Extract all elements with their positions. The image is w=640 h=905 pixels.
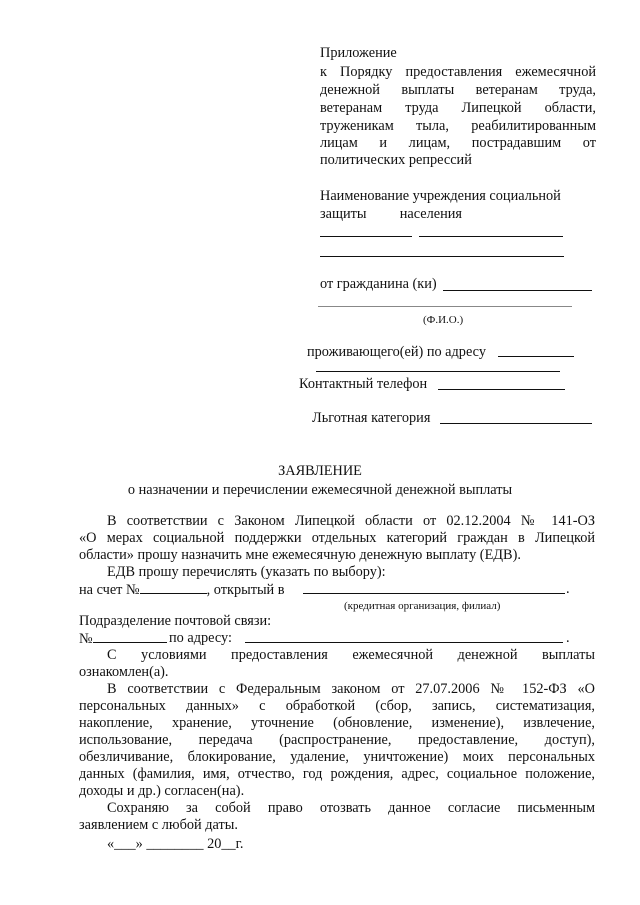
document-title: ЗАЯВЛЕНИЕ (278, 463, 362, 479)
phone-label: Контактный телефон (299, 376, 428, 392)
citizen-name-field[interactable] (318, 306, 572, 307)
withdraw-line: заявлением с любой даты. (79, 817, 238, 833)
account-number-field[interactable] (140, 580, 207, 594)
fio-caption: (Ф.И.О.) (423, 314, 464, 326)
dot: . (566, 581, 570, 597)
post-address-field[interactable] (245, 642, 563, 643)
date-line[interactable]: «___» ________ 20__г. (107, 836, 244, 852)
institution-label-cont: защиты населения (320, 206, 462, 222)
category-label: Льготная категория (312, 410, 431, 426)
appendix-line: политических репрессий (320, 152, 472, 168)
appendix-title: Приложение (320, 45, 397, 61)
at-address-label: по адресу: (169, 630, 232, 646)
citizen-name-field[interactable] (443, 290, 592, 291)
paragraph-line: В соответствии с Законом Липецкой области от 02.12.2004 № 141-ОЗ (107, 513, 595, 529)
post-office-label: Подразделение почтовой связи: (79, 613, 272, 629)
post-office-number-field[interactable] (93, 629, 167, 643)
account-label: на счет № (79, 582, 140, 598)
terms-line: ознакомлен(а). (79, 664, 169, 680)
dot: . (566, 630, 570, 646)
appendix-line: денежной выплаты ветеранам труда, (320, 82, 596, 98)
consent-line: накопление, хранение, уточнение (обновление, изменение), извлечение, (79, 715, 595, 731)
appendix-line: лицам и лицам, пострадавшим от (320, 135, 596, 151)
account-line (79, 580, 285, 599)
appendix-line: ветеранам труда Липецкой области, (320, 100, 596, 116)
consent-line: обезличивание, блокирование, удаление, уничтожение) моих персональных (79, 749, 595, 765)
institution-field-line[interactable] (320, 236, 412, 237)
institution-label: Наименование учреждения социальной (320, 188, 561, 204)
paragraph-line: «О мерах социальной поддержки отдельных категорий граждан в Липецкой (79, 530, 595, 546)
consent-line: персональных данных» с обработкой (сбор, запись, систематизация, (79, 698, 595, 714)
phone-field[interactable] (438, 389, 565, 390)
transfer-intro: ЕДВ прошу перечислять (указать по выбору): (107, 564, 386, 580)
institution-field-line[interactable] (320, 256, 564, 257)
appendix-line: к Порядку предоставления ежемесячной (320, 64, 596, 80)
paragraph-line: области» прошу назначить мне ежемесячную денежную выплату (ЕДВ). (79, 547, 521, 563)
terms-line: С условиями предоставления ежемесячной денежной выплаты (107, 647, 595, 663)
appendix-line: труженикам тыла, реабилитированным (320, 118, 596, 134)
bank-field[interactable] (303, 593, 565, 594)
from-citizen-label: от гражданина (ки) (320, 276, 437, 292)
document-subtitle: о назначении и перечислении ежемесячной денежной выплаты (127, 482, 513, 498)
category-field[interactable] (440, 423, 592, 424)
address-label: проживающего(ей) по адресу (307, 344, 486, 360)
address-field[interactable] (498, 356, 574, 357)
withdraw-line: Сохраняю за собой право отозвать данное согласие письменным (107, 800, 595, 816)
number-sign: № (79, 631, 93, 647)
consent-line: В соответствии с Федеральным законом от 27.07.2006 № 152-ФЗ «О (107, 681, 595, 697)
opened-in-label: , открытый в (206, 582, 285, 598)
consent-line: использование, передача (распространение, предоставление, доступ), (79, 732, 595, 748)
institution-field-line[interactable] (419, 236, 563, 237)
address-field[interactable] (316, 371, 560, 372)
consent-line: доходы и др.) согласен(на). (79, 783, 245, 799)
consent-line: данных (фамилия, имя, отчество, год рождения, адрес, социальное положение, (79, 766, 595, 782)
bank-caption: (кредитная организация, филиал) (344, 600, 501, 612)
